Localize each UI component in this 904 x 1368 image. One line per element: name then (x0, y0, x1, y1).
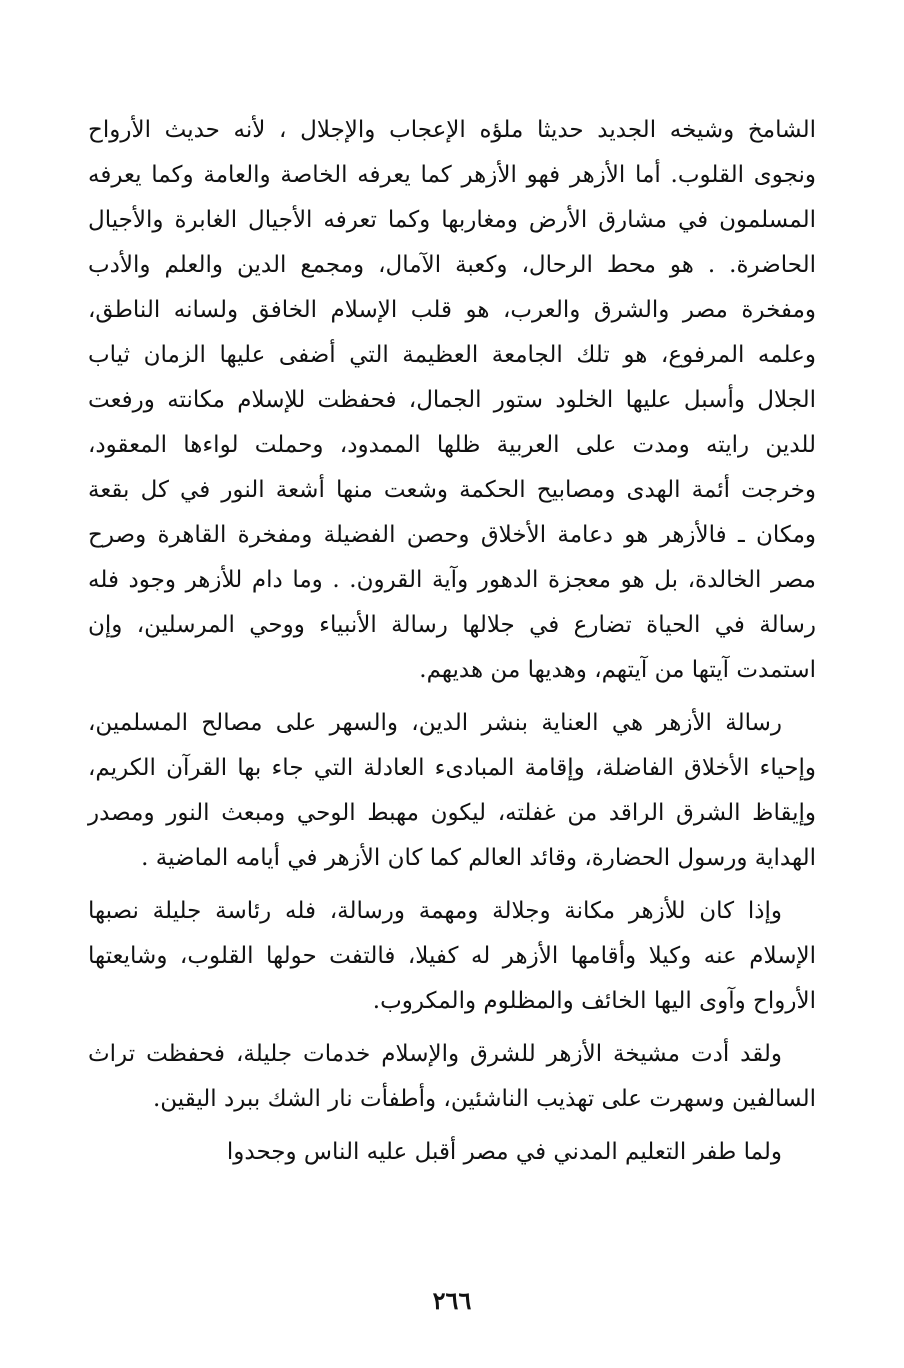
page-number: ٢٦٦ (432, 1286, 472, 1315)
paragraph-2: رسالة الأزهر هي العناية بنشر الدين، والسهر على مصالح المسلمين، وإحياء الأخلاق الفاضلة، وإقامة المبادىء العادلة التي جاء بها القرآن الكريم، وإيقاظ الشرق الراقد من غفلته، ليكون مهبط الوحي ومبعث النور ومصدر الهداية ورسول الحضارة، وقائد العالم كما كان الأزهر في أيامه الماضية . (88, 710, 816, 871)
paragraph-3: وإذا كان للأزهر مكانة وجلالة ومهمة ورسالة، فله رئاسة جليلة نصبها الإسلام عنه وكيلا وأقامها الأزهر له كفيلا، فالتفت حولها القلوب، وشايعتها الأرواح وآوى اليها الخائف والمظلوم والمكروب. (88, 898, 816, 1014)
paragraph-4: ولقد أدت مشيخة الأزهر للشرق والإسلام خدمات جليلة، فحفظت تراث السالفين وسهرت على تهذيب الناشئين، وأطفأت نار الشك ببرد اليقين. (88, 1041, 816, 1112)
paragraph-5: ولما طفر التعليم المدني في مصر أقبل عليه الناس وجحدوا (226, 1139, 782, 1165)
paragraph-1: الشامخ وشيخه الجديد حديثا ملؤه الإعجاب والإجلال ، لأنه حديث الأرواح ونجوى القلوب. أما الأزهر فهو الأزهر كما يعرفه الخاصة والعامة وكما يعرفه المسلمون في مشارق الأرض ومغاربها وكما تعرفه الأجيال الغابرة والأجيال الحاضرة. . هو محط الرحال، وكعبة الآمال، ومجمع الدين والعلم والأدب ومفخرة مصر والشرق والعرب، هو قلب الإسلام الخافق ولسانه الناطق، وعلمه المرفوع، هو تلك الجامعة العظيمة التي أضفى عليها الزمان ثياب الجلال وأسبل عليها الخلود ستور الجمال، فحفظت للإسلام مكانته ورفعت للدين رايته ومدت على العربية ظلها الممدود، وحملت لواءها المعقود، وخرجت أئمة الهدى ومصابيح الحكمة وشعت منها أشعة النور في كل بقعة ومكان ـ فالأزهر هو دعامة الأخلاق وحصن الفضيلة ومفخرة القاهرة وصرح مصر الخالدة، بل هو معجزة الدهور وآية القرون. . وما دام للأزهر وجود فله رسالة في الحياة تضارع في جلالها رسالة الأنبياء ووحي المرسلين، وإن استمدت آيتها من آيتهم، وهديها من هديهم. (88, 117, 816, 683)
page-body (88, 108, 816, 1175)
